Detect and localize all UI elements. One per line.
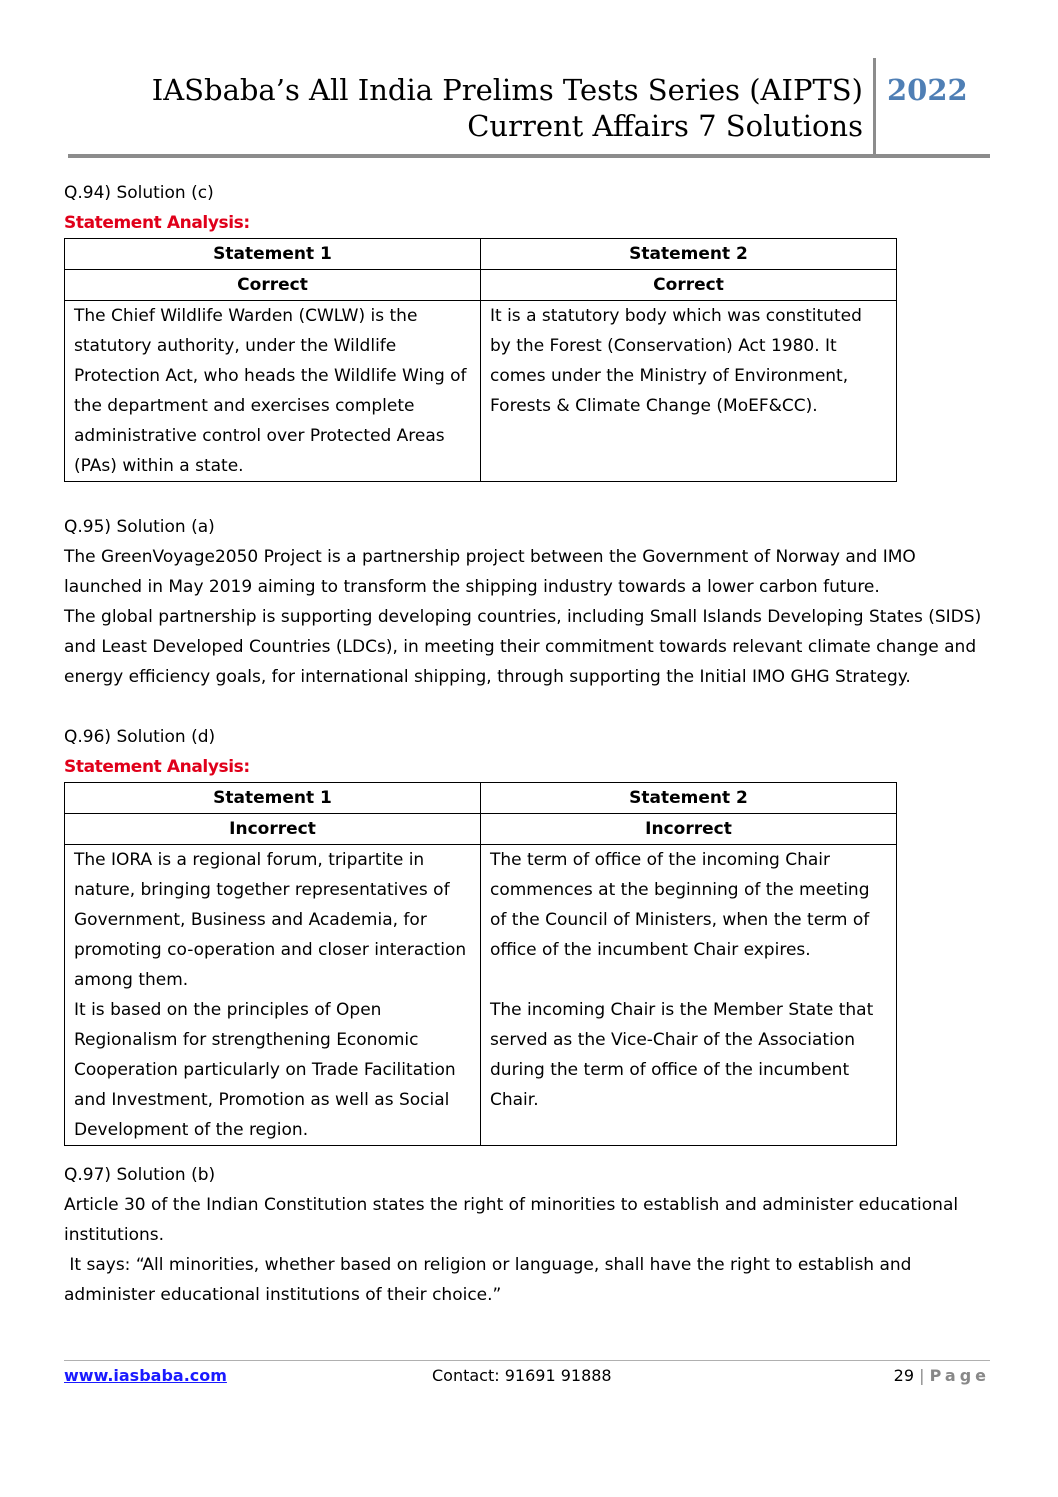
- header-divider-horizontal: [68, 154, 990, 158]
- table-header-row: [65, 239, 897, 270]
- paragraph: The GreenVoyage2050 Project is a partnership project between the Government of Norway and IMO launched in May 2019 aiming to transform the shipping industry towards a lower carbon future.: [64, 547, 916, 597]
- blank-line: [490, 965, 887, 995]
- verdict-cell: Incorrect: [65, 814, 481, 845]
- page-content: [64, 178, 994, 1310]
- solution-title: Q.95) Solution (a): [64, 517, 215, 537]
- column-header: Statement 2: [481, 783, 897, 814]
- header-titles: [152, 72, 863, 144]
- cell-paragraph: It is based on the principles of Open Regionalism for strengthening Economic Cooperation particularly on Trade Facilitation and Investment, Promotion as well as Social Development of the region.: [74, 1000, 456, 1140]
- footer-divider: [64, 1360, 990, 1361]
- table-header-row: [65, 783, 897, 814]
- column-header: Statement 1: [65, 239, 481, 270]
- statement-cell: [481, 845, 897, 1146]
- contact-text: Contact: 91691 91888: [432, 1366, 612, 1385]
- paragraph: The global partnership is supporting developing countries, including Small Islands Developing States (SIDS) and Least Developed Countries (LDCs), in meeting their commitment towards relevant climate change and energy efficiency goals, for international shipping, through supporting the Initial IMO GHG Strategy.: [64, 607, 982, 687]
- website-link[interactable]: www.iasbaba.com: [64, 1366, 227, 1385]
- statement-cell: [65, 845, 481, 1146]
- verdict-cell: Correct: [65, 270, 481, 301]
- verdict-row: [65, 270, 897, 301]
- header-year: 2022: [887, 73, 968, 107]
- verdict-cell: Correct: [481, 270, 897, 301]
- statement-cell: It is a statutory body which was constituted by the Forest (Conservation) Act 1980. It comes under the Ministry of Environment, Forests & Climate Change (MoEF&CC).: [481, 301, 897, 482]
- page-header: [0, 58, 1058, 158]
- paragraph: Article 30 of the Indian Constitution states the right of minorities to establish and administer educational institutions.: [64, 1195, 959, 1245]
- page-word: Page: [929, 1366, 990, 1385]
- paragraph: It says: “All minorities, whether based on religion or language, shall have the right to establish and administer educational institutions of their choice.”: [64, 1255, 917, 1305]
- statement-cell: The Chief Wildlife Warden (CWLW) is the statutory authority, under the Wildlife Protection Act, who heads the Wildlife Wing of the department and exercises complete administrative control over Protected Areas (PAs) within a state.: [65, 301, 481, 482]
- solution-q97: [64, 1160, 994, 1310]
- page-indicator: [894, 1366, 990, 1385]
- statement-analysis-label: Statement Analysis:: [64, 757, 250, 777]
- statement-table: [64, 782, 897, 1146]
- header-title-line1: IASbaba’s All India Prelims Tests Series (AIPTS): [151, 73, 863, 107]
- solution-title: Q.94) Solution (c): [64, 183, 214, 203]
- solution-q94: [64, 178, 994, 482]
- cell-paragraph: The IORA is a regional forum, tripartite in nature, bringing together representatives of Government, Business and Academia, for promoting co-operation and closer interaction among them.: [74, 850, 467, 990]
- verdict-cell: Incorrect: [481, 814, 897, 845]
- cell-paragraph: The term of office of the incoming Chair commences at the beginning of the meeting of the Council of Ministers, when the term of office of the incumbent Chair expires.: [490, 850, 870, 960]
- header-divider-vertical: [873, 58, 876, 156]
- header-title-line2: Current Affairs 7 Solutions: [467, 109, 863, 143]
- solution-title: Q.96) Solution (d): [64, 727, 216, 747]
- page-separator: |: [919, 1366, 925, 1385]
- page-number: 29: [893, 1366, 915, 1385]
- statement-analysis-label: Statement Analysis:: [64, 213, 250, 233]
- solution-q96: [64, 722, 994, 1146]
- table-row: [65, 845, 897, 1146]
- column-header: Statement 2: [481, 239, 897, 270]
- solution-q95: [64, 512, 994, 692]
- table-row: [65, 301, 897, 482]
- cell-paragraph: The incoming Chair is the Member State that served as the Vice-Chair of the Association during the term of office of the incumbent Chair.: [490, 1000, 874, 1110]
- verdict-row: [65, 814, 897, 845]
- solution-title: Q.97) Solution (b): [64, 1165, 216, 1185]
- statement-table: [64, 238, 897, 482]
- column-header: Statement 1: [65, 783, 481, 814]
